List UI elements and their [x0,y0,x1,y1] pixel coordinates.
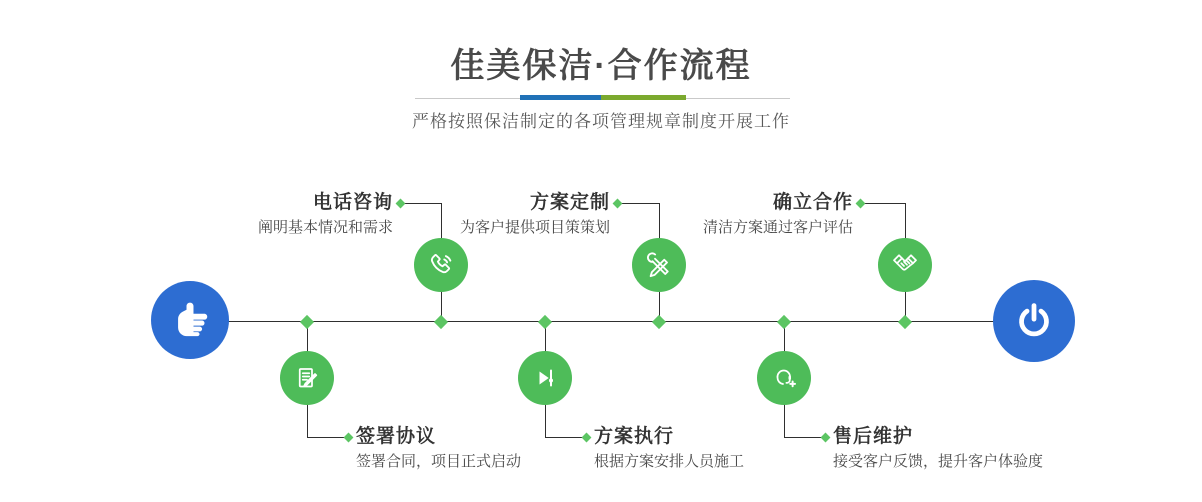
step-title: 售后维护 [833,426,914,447]
step-label-cooperate [703,190,853,240]
label-diamond [613,199,623,209]
header-divider-accent-blue [520,95,601,100]
connector-step1-h [400,203,442,204]
power-icon [1012,299,1056,343]
connector-step2-h [307,437,348,438]
connector-step6-h [784,437,825,438]
step-label-sign [356,424,521,474]
step-title: 方案定制 [529,192,610,213]
step-circle-document [280,351,334,405]
step-desc: 清洁方案通过客户评估 [702,219,853,236]
timeline-node-diamond [434,315,448,329]
label-diamond [856,199,866,209]
page-subtitle: 严格按照保洁制定的各项管理规章制度开展工作 [412,112,790,131]
step-desc: 签署合同，项目正式启动 [356,453,522,470]
step-title: 方案执行 [594,426,675,447]
timeline-node-diamond [777,315,791,329]
step-label-phone [258,190,393,240]
label-diamond [821,433,831,443]
step-desc: 根据方案安排人员施工 [594,453,745,470]
step-desc: 接受客户反馈，提升客户体验度 [833,453,1044,470]
step-circle-support [757,351,811,405]
timeline-node-diamond [538,315,552,329]
phone-icon [426,250,456,280]
handshake-icon [890,250,920,280]
step-title: 签署协议 [356,426,437,447]
timeline-node-diamond [300,315,314,329]
step-label-aftersales [833,424,1043,474]
timeline-end-node [993,280,1075,362]
headset-plus-icon [769,363,799,393]
step-desc: 阐明基本情况和需求 [257,219,393,236]
header-divider-accent-green [601,95,686,100]
step-circle-phone [414,238,468,292]
step-circle-execute [518,351,572,405]
connector-step4-h [545,437,586,438]
label-diamond [396,199,406,209]
step-title: 电话咨询 [312,192,393,213]
label-diamond [344,433,354,443]
timeline-start-node [151,281,229,359]
tools-icon [644,250,674,280]
pointing-hand-icon [168,298,212,342]
connector-step3-h [617,203,660,204]
step-circle-tools [632,238,686,292]
timeline-node-diamond [898,315,912,329]
step-label-execute [594,424,744,474]
label-diamond [582,433,592,443]
step-circle-handshake [878,238,932,292]
step-desc: 为客户提供项目策策划 [459,219,610,236]
connector-step5-h [860,203,906,204]
step-label-plan [460,190,610,240]
timeline-node-diamond [652,315,666,329]
step-title: 确立合作 [772,192,853,213]
play-next-icon [530,363,560,393]
document-pen-icon [292,363,322,393]
page-title: 佳美保洁·合作流程 [450,47,752,85]
